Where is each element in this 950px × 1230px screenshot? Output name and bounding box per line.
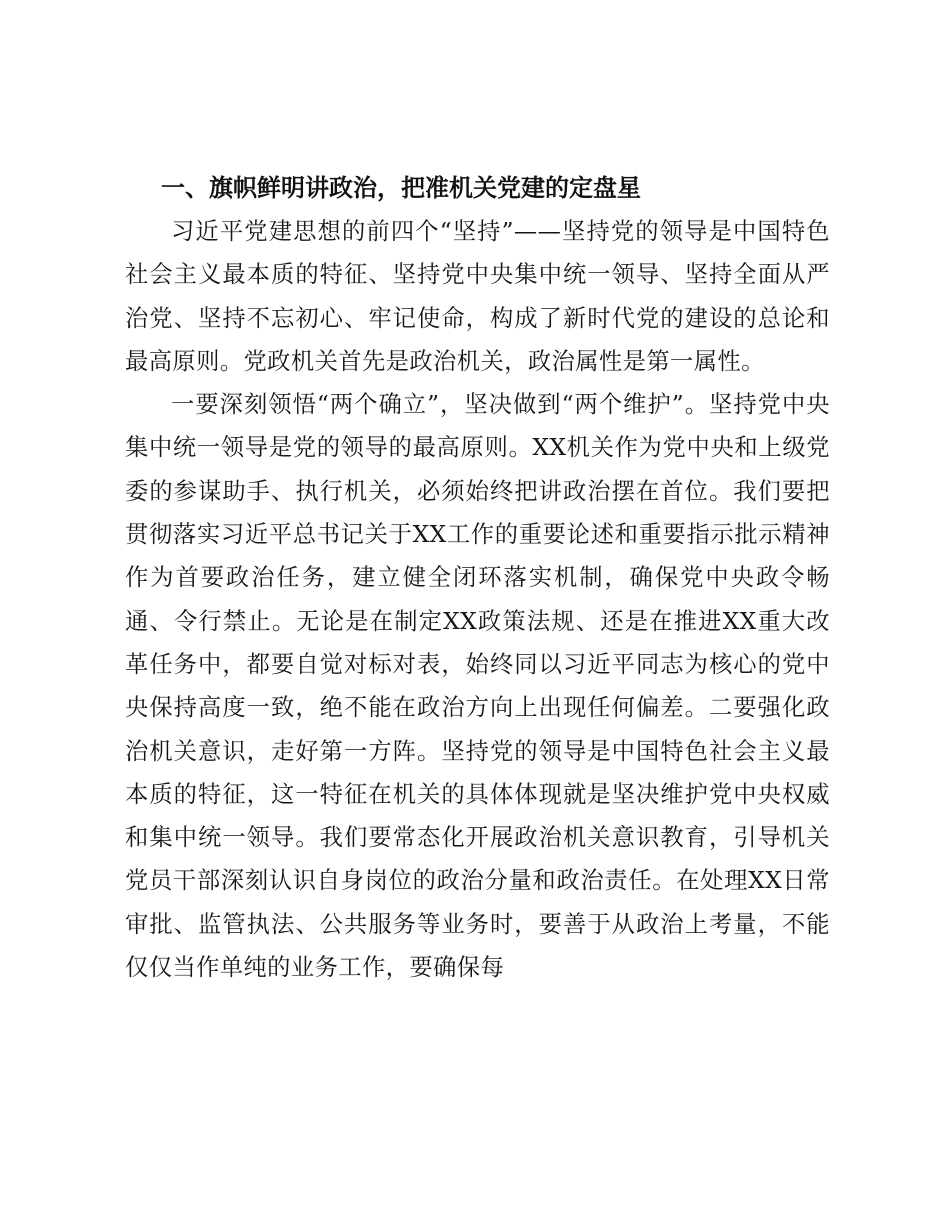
paragraph-main: 一要深刻领悟“两个确立”，坚决做到“两个维护”。坚持党中央集中统一领导是党的领导的最高原则。XX机关作为党中央和上级党委的参谋助手、执行机关，必须始终把讲政治摆在首位。我们要把贯彻落实习近平总书记关于XX工作的重要论述和重要指示批示精神作为首要政治任务，建立健全闭环落实机制，确保党中央政令畅通、令行禁止。无论是在制定XX政策法规、还是在推进XX重大改革任务中，都要自觉对标对表，始终同以习近平同志为核心的党中央保持高度一致，绝不能在政治方向上出现任何偏差。二要强化政治机关意识，走好第一方阵。坚持党的领导是中国特色社会主义最本质的特征，这一特征在机关的具体体现就是坚决维护党中央权威和集中统一领导。我们要常态化开展政治机关意识教育，引导机关党员干部深刻认识自身岗位的政治分量和政治责任。在处理XX日常审批、监管执法、公共服务等业务时，要善于从政治上考量，不能仅仅当作单纯的业务工作，要确保每 [125,391,830,982]
section-heading: 一、旗帜鲜明讲政治，把准机关党建的定盘星 [161,174,641,202]
document-body [125,168,830,989]
paragraph-intro: 习近平党建思想的前四个“坚持”——坚持党的领导是中国特色社会主义最本质的特征、坚持党中央集中统一领导、坚持全面从严治党、坚持不忘初心、牢记使命，构成了新时代党的建设的总论和最高原则。党政机关首先是政治机关，政治属性是第一属性。 [125,218,830,375]
